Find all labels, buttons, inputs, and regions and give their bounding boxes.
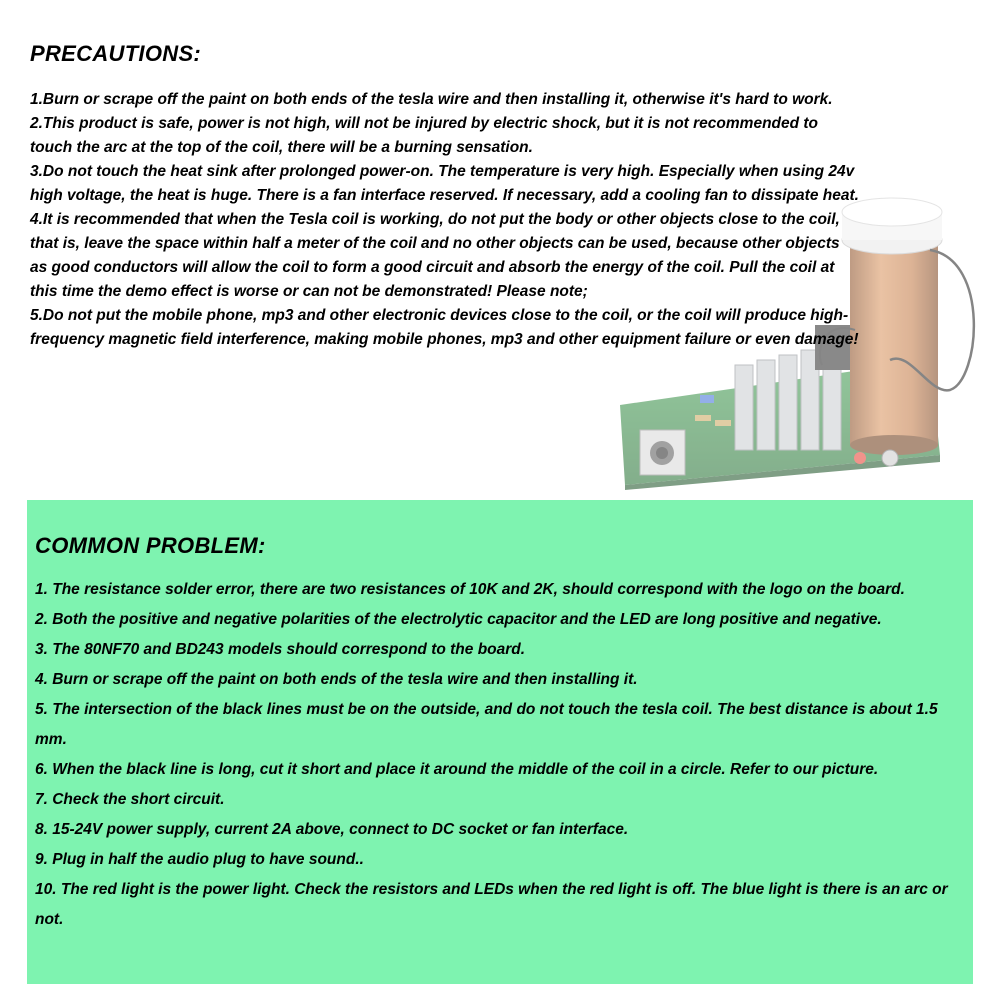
problem-item-4: 4. Burn or scrape off the paint on both ends of the tesla wire and then installing it.: [35, 671, 638, 688]
problem-item-10: 10. The red light is the power light. Check the resistors and LEDs when the red light is off. The blue light is there is an arc or not.: [35, 881, 948, 928]
problem-item-8: 8. 15-24V power supply, current 2A above, connect to DC socket or fan interface.: [35, 821, 629, 838]
precautions-title: PRECAUTIONS:: [30, 41, 202, 66]
precaution-item-4: 4.It is recommended that when the Tesla coil is working, do not put the body or other objects close to the coil, that is, leave the space within half a meter of the coil and no other objects can be used, because other objects as good conductors will allow the coil to form a good circuit and absorb the energy of the coil. Pull the coil at this time the demo effect is worse or can not be demonstrated! Please note;: [30, 211, 840, 300]
audio-jack: [640, 430, 685, 475]
red-led: [854, 452, 866, 464]
problem-item-9: 9. Plug in half the audio plug to have sound..: [35, 851, 364, 868]
precaution-item-5: 5.Do not put the mobile phone, mp3 and other electronic devices close to the coil, or the coil will produce high-frequency magnetic field interference, making mobile phones, mp3 and other equipment failure or even damage!: [30, 307, 859, 348]
precaution-item-2: 2.This product is safe, power is not high, will not be injured by electric shock, but it is not recommended to touch the arc at the top of the coil, there will be a burning sensation.: [30, 115, 819, 156]
common-problem-title: COMMON PROBLEM:: [35, 533, 266, 558]
precaution-item-1: 1.Burn or scrape off the paint on both ends of the tesla wire and then installing it, otherwise it's hard to work.: [30, 91, 833, 108]
precautions-section: [30, 40, 860, 352]
common-problem-section: [27, 500, 973, 984]
problem-item-5: 5. The intersection of the black lines must be on the outside, and do not touch the tesla coil. The best distance is about 1.5 mm.: [35, 701, 938, 748]
precaution-item-3: 3.Do not touch the heat sink after prolonged power-on. The temperature is very high. Especially when using 24v high voltage, the heat is huge. There is a fan interface reserved. If necessary, add a cooling fan to dissipate heat.: [30, 163, 859, 204]
problem-item-1: 1. The resistance solder error, there are two resistances of 10K and 2K, should correspond with the logo on the board.: [35, 581, 905, 598]
problem-item-7: 7. Check the short circuit.: [35, 791, 225, 808]
common-problem-list: [35, 575, 970, 935]
problem-item-3: 3. The 80NF70 and BD243 models should correspond to the board.: [35, 641, 526, 658]
problem-item-6: 6. When the black line is long, cut it short and place it around the middle of the coil in a circle. Refer to our picture.: [35, 761, 879, 778]
screw-terminal: [882, 450, 898, 466]
problem-item-2: 2. Both the positive and negative polarities of the electrolytic capacitor and the LED are long positive and negative.: [35, 611, 882, 628]
